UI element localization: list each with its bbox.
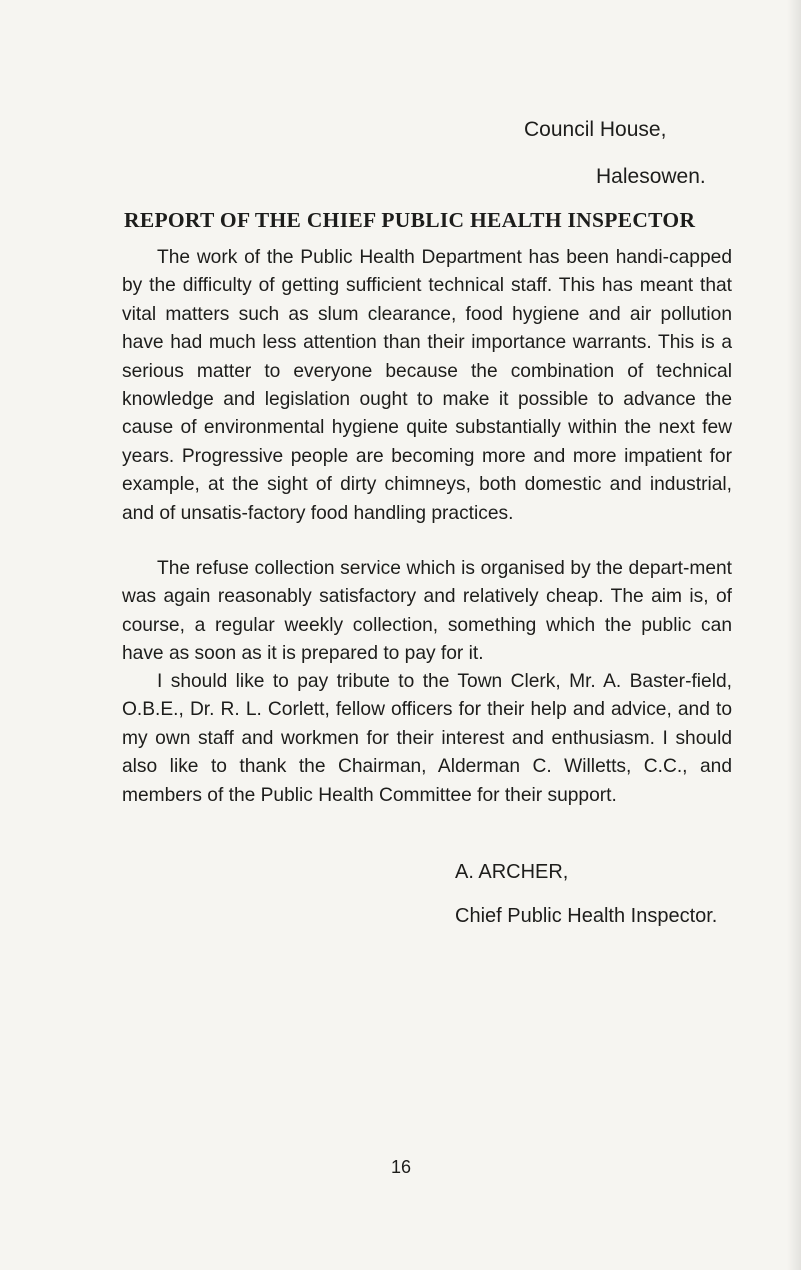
paragraph-3: I should like to pay tribute to the Town Clerk, Mr. A. Baster-field, O.B.E., Dr. R. L. Corlett, fellow officers for their help and advice, and to my own staff and workmen for their interest and enthusiasm. I should also like to thank the Chairman, Alderman C. Willetts, C.C., and members of the Public Health Committee for their support. — [122, 671, 732, 806]
report-heading: REPORT OF THE CHIEF PUBLIC HEALTH INSPECTOR — [124, 208, 696, 232]
signature-name: A. ARCHER, — [455, 861, 569, 883]
address-line-1: Council House, — [524, 118, 667, 141]
page-edge-shadow — [787, 0, 801, 1270]
paragraph-1: The work of the Public Health Department has been handi-capped by the difficulty of getting sufficient technical staff. This has meant that vital matters such as slum clearance, food hygiene and air pollution have had much less attention than their importance warrants. This is a serious matter to everyone because the combination of technical knowledge and legislation ought to make it possible to advance the cause of environmental hygiene quite substantially within the next few years. Progressive people are becoming more and more impatient for example, at the sight of dirty chimneys, both domestic and industrial, and of unsatis-factory food handling practices. — [122, 247, 732, 524]
address-line-2: Halesowen. — [596, 165, 706, 188]
paragraph-2: The refuse collection service which is organised by the depart-ment was again reasonably satisfactory and relatively cheap. The aim is, of course, a regular weekly collection, something which the public can have as soon as it is prepared to pay for it. — [122, 558, 732, 665]
page-number: 16 — [391, 1157, 412, 1177]
signature-title: Chief Public Health Inspector. — [455, 905, 718, 927]
